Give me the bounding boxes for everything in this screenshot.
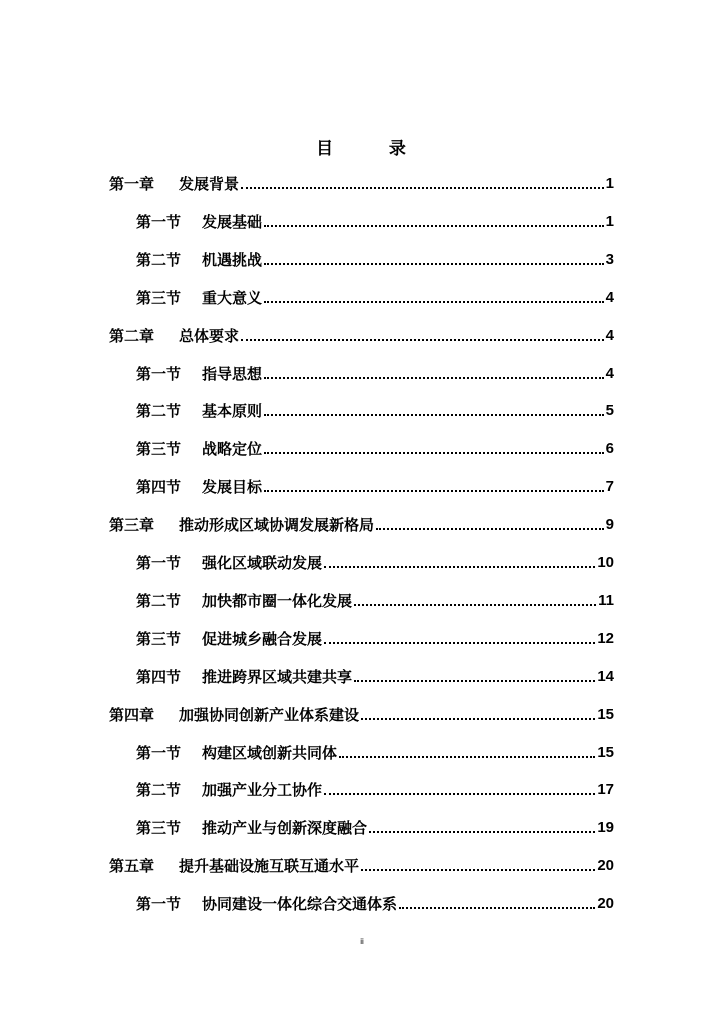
toc-entry-page-number: 6 [605, 440, 614, 457]
toc-entry-number: 第二节 [136, 251, 182, 269]
toc-entry-title: 发展背景 [179, 175, 240, 193]
toc-entry-number: 第一节 [136, 744, 182, 762]
toc-entry-page-number: 10 [597, 554, 614, 571]
toc-entry-page-number: 20 [597, 895, 614, 912]
toc-entry-label [136, 629, 322, 649]
toc-entry-section[interactable] [136, 248, 614, 270]
toc-entry-page-number: 4 [605, 365, 614, 382]
toc-entry-label [136, 364, 262, 384]
toc-entry-label [109, 515, 374, 535]
toc-entry-section[interactable] [136, 892, 614, 914]
toc-entry-title: 发展目标 [202, 478, 263, 496]
toc-entry-title: 指导思想 [202, 365, 263, 383]
toc-entry-title: 基本原则 [202, 402, 263, 420]
toc-entry-page-number: 17 [597, 781, 614, 798]
toc-entry-number: 第三节 [136, 289, 182, 307]
toc-entry-label [136, 743, 337, 763]
footer-page-number: ii [360, 937, 364, 946]
dot-leader [264, 225, 604, 227]
dot-leader [324, 793, 595, 795]
dot-leader [264, 452, 604, 454]
dot-leader [264, 414, 604, 416]
toc-entry-number: 第二节 [136, 402, 182, 420]
toc-entry-section[interactable] [136, 362, 614, 384]
toc-entry-number: 第四节 [136, 478, 182, 496]
toc-entry-number: 第三节 [136, 630, 182, 648]
dot-leader [339, 756, 595, 758]
toc-entry-page-number: 15 [597, 706, 614, 723]
toc-entry-number: 第一节 [136, 895, 182, 913]
toc-entry-number: 第一节 [136, 554, 182, 572]
dot-leader [264, 490, 604, 492]
toc-entry-label [109, 174, 239, 194]
dot-leader [264, 377, 604, 379]
toc-entry-page-number: 11 [598, 592, 614, 609]
dot-leader [241, 187, 604, 189]
toc-entry-title: 总体要求 [179, 327, 240, 345]
toc-entry-label [136, 894, 397, 914]
dot-leader [264, 263, 604, 265]
toc-entry-number: 第三章 [109, 516, 155, 534]
toc-entry-title: 协同建设一体化综合交通体系 [202, 895, 398, 913]
toc-entry-title: 机遇挑战 [202, 251, 263, 269]
toc-entry-title: 加快都市圈一体化发展 [202, 592, 353, 610]
toc-entry-label [109, 705, 359, 725]
toc-entry-title: 战略定位 [202, 440, 263, 458]
toc-entry-page-number: 3 [605, 251, 614, 268]
toc-title: 目 录 [316, 139, 408, 159]
toc-entry-label [136, 288, 262, 308]
toc-entry-chapter[interactable] [109, 513, 614, 535]
toc-entry-section[interactable] [136, 210, 614, 232]
toc-entry-number: 第二节 [136, 592, 182, 610]
toc-entry-number: 第三节 [136, 819, 182, 837]
toc-entry-number: 第二章 [109, 327, 155, 345]
toc-entry-page-number: 9 [605, 516, 614, 533]
toc-entry-title: 重大意义 [202, 289, 263, 307]
toc-entry-title: 强化区域联动发展 [202, 554, 323, 572]
toc-entry-label [136, 250, 262, 270]
toc-entry-section[interactable] [136, 741, 614, 763]
toc-entry-section[interactable] [136, 816, 614, 838]
toc-entry-number: 第一章 [109, 175, 155, 193]
toc-entry-page-number: 1 [605, 175, 614, 192]
toc-entry-page-number: 14 [597, 668, 614, 685]
dot-leader [241, 339, 604, 341]
dot-leader [324, 566, 595, 568]
toc-entry-title: 推动形成区域协调发展新格局 [179, 516, 375, 534]
toc-entry-section[interactable] [136, 589, 614, 611]
toc-entry-title: 推进跨界区域共建共享 [202, 668, 353, 686]
toc-entry-section[interactable] [136, 475, 614, 497]
dot-leader [361, 718, 595, 720]
dot-leader [361, 869, 595, 871]
toc-entry-page-number: 4 [605, 327, 614, 344]
toc-entry-chapter[interactable] [109, 324, 614, 346]
dot-leader [399, 907, 595, 909]
toc-entry-number: 第五章 [109, 857, 155, 875]
toc-entry-section[interactable] [136, 286, 614, 308]
dot-leader [376, 528, 604, 530]
toc-entry-title: 提升基础设施互联互通水平 [179, 857, 360, 875]
toc-entry-title: 发展基础 [202, 213, 263, 231]
toc-entry-label [136, 477, 262, 497]
toc-entry-label [136, 553, 322, 573]
toc-entry-title: 构建区域创新共同体 [202, 744, 338, 762]
toc-entry-section[interactable] [136, 665, 614, 687]
toc-entry-page-number: 19 [597, 819, 614, 836]
toc-entry-label [136, 212, 262, 232]
toc-entry-chapter[interactable] [109, 703, 614, 725]
toc-entry-label [109, 326, 239, 346]
toc-entry-section[interactable] [136, 551, 614, 573]
toc-entry-section[interactable] [136, 627, 614, 649]
toc-entry-page-number: 5 [605, 402, 614, 419]
toc-entry-label [136, 780, 322, 800]
toc-entry-page-number: 20 [597, 857, 614, 874]
toc-entry-number: 第一节 [136, 213, 182, 231]
toc-entry-page-number: 7 [605, 478, 614, 495]
toc-entry-label [136, 667, 352, 687]
toc-entry-label [136, 439, 262, 459]
dot-leader [264, 301, 604, 303]
toc-entry-number: 第四节 [136, 668, 182, 686]
toc-entry-section[interactable] [136, 399, 614, 421]
toc-entry-page-number: 4 [605, 289, 614, 306]
toc-entry-section[interactable] [136, 778, 614, 800]
toc-entry-page-number: 15 [597, 744, 614, 761]
toc-entry-label [136, 591, 352, 611]
toc-entry-chapter[interactable] [109, 172, 614, 194]
toc-entry-number: 第二节 [136, 781, 182, 799]
toc-entry-number: 第一节 [136, 365, 182, 383]
toc-entry-page-number: 12 [597, 630, 614, 647]
toc-entry-section[interactable] [136, 437, 614, 459]
dot-leader [324, 642, 595, 644]
toc-entry-title: 推动产业与创新深度融合 [202, 819, 368, 837]
toc-entry-chapter[interactable] [109, 854, 614, 876]
toc-entry-label [136, 401, 262, 421]
toc-entry-title: 促进城乡融合发展 [202, 630, 323, 648]
dot-leader [369, 831, 595, 833]
toc-entry-number: 第四章 [109, 706, 155, 724]
toc-entry-label [136, 818, 367, 838]
toc-entry-title: 加强产业分工协作 [202, 781, 323, 799]
dot-leader [354, 680, 595, 682]
toc-entry-label [109, 856, 359, 876]
dot-leader [354, 604, 596, 606]
toc-entry-title: 加强协同创新产业体系建设 [179, 706, 360, 724]
toc-entry-page-number: 1 [605, 213, 614, 230]
toc-entry-number: 第三节 [136, 440, 182, 458]
